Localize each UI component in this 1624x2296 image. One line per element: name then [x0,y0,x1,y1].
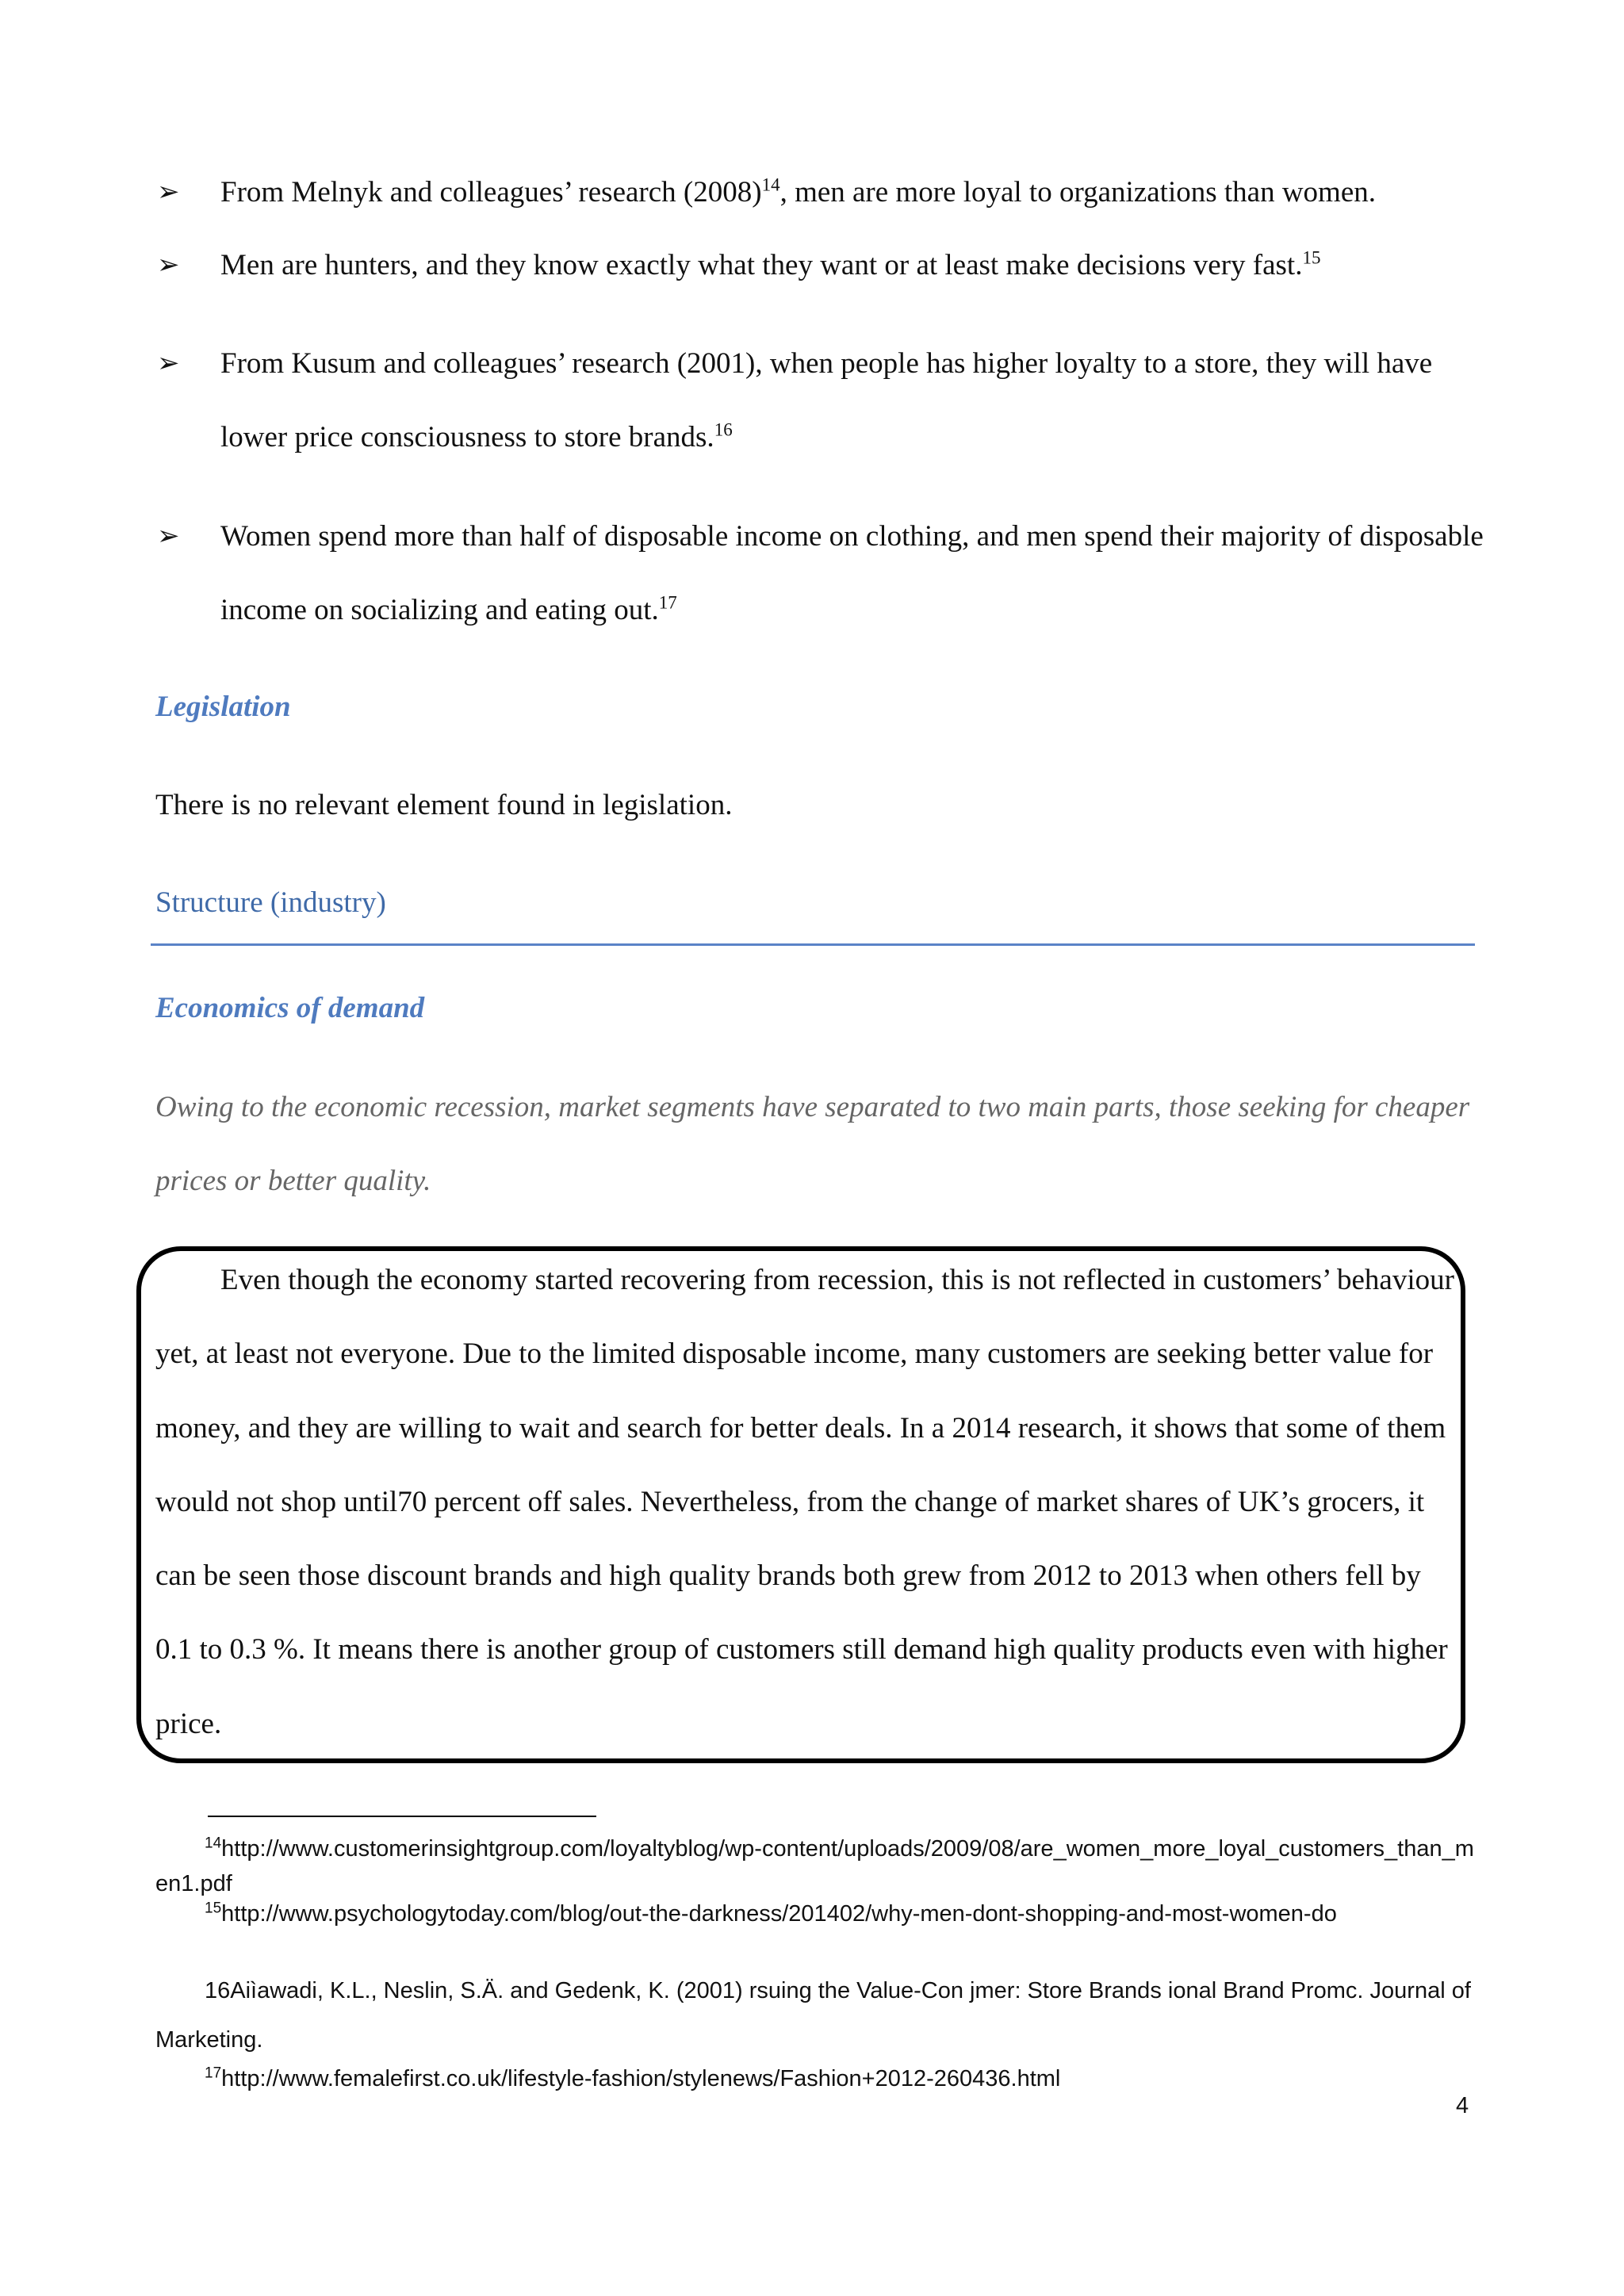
boxed-paragraph: Even though the economy started recovering from recession, this is not reflected in customers’ behaviour yet, at least not everyone. Due to the limited disposable income, many customers are seeking better value for money, and they are willing to wait and search for better deals. In a 2014 research, it shows that some of them would not shop until70 percent off sales. Nevertheless, from the change of market shares of UK’s grocers, it can be seen those discount brands and high quality brands both grew from 2012 to 2013 when others fell by 0.1 to 0.3 %. It means there is another group of customers still demand high quality products even with higher price. [155,1264,1454,1740]
footnote-separator [208,1816,596,1817]
arrow-bullet-icon: ➢ [157,520,180,552]
bullet-text: From Kusum and colleagues’ research (2001), when people has higher loyalty to a store, they will have lower price consciousness to store brands.$^{16}$ [220,347,1433,453]
footnote-ref: 17 [658,592,677,613]
bullet-text: Men are hunters, and they know exactly what they want or at least make decisions very fast.$^{15}$ [220,247,1321,281]
bullet-text: Women spend more than half of disposable income on clothing, and men spend their majority of disposable income on socializing and eating out.$^{17}$ [220,520,1484,626]
footnote-15: $^{15}$http://www.psychologytoday.com/blog/out-the-darkness/201402/why-men-dont-shopping-and-most-women-do [205,1900,1337,1927]
footnote-ref: 15 [1302,247,1321,268]
legislation-heading: Legislation [155,691,291,723]
footnote-ref: 14 [761,174,780,195]
structure-heading: Structure (industry) [155,886,386,919]
legislation-text: There is no relevant element found in legislation. [155,789,733,821]
arrow-bullet-icon: ➢ [157,347,180,379]
footnote-14: $^{14}$http://www.customerinsightgroup.com/loyaltyblog/wp-content/uploads/2009/08/are_women_more_loyal_customers_than_men1.pdf [155,1835,1474,1896]
arrow-bullet-icon: ➢ [157,176,180,208]
arrow-bullet-icon: ➢ [157,249,180,281]
footnote-16: 16Aiìawadi, K.L., Neslin, S.Ä. and Gedenk, K. (2001) rsuing the Value-Con jmer: Store Brands ional Brand Promc. Journal of Marketing. [155,1978,1471,2053]
bullet-text: From Melnyk and colleagues’ research $(2008)^{14}$, men are more loyal to organizations than women. [220,174,1376,209]
footnote-ref: 16 [714,419,733,440]
economics-heading: Economics of demand [155,992,425,1024]
footnote-17: $^{17}$http://www.femalefirst.co.uk/lifestyle-fashion/stylenews/Fashion+2012-260436.html [205,2064,1061,2091]
heading-rule [151,943,1475,946]
economics-intro: Owing to the economic recession, market segments have separated to two main parts, those seeking for cheaper prices or better quality. [155,1091,1470,1197]
page-number: 4 [1456,2093,1469,2118]
